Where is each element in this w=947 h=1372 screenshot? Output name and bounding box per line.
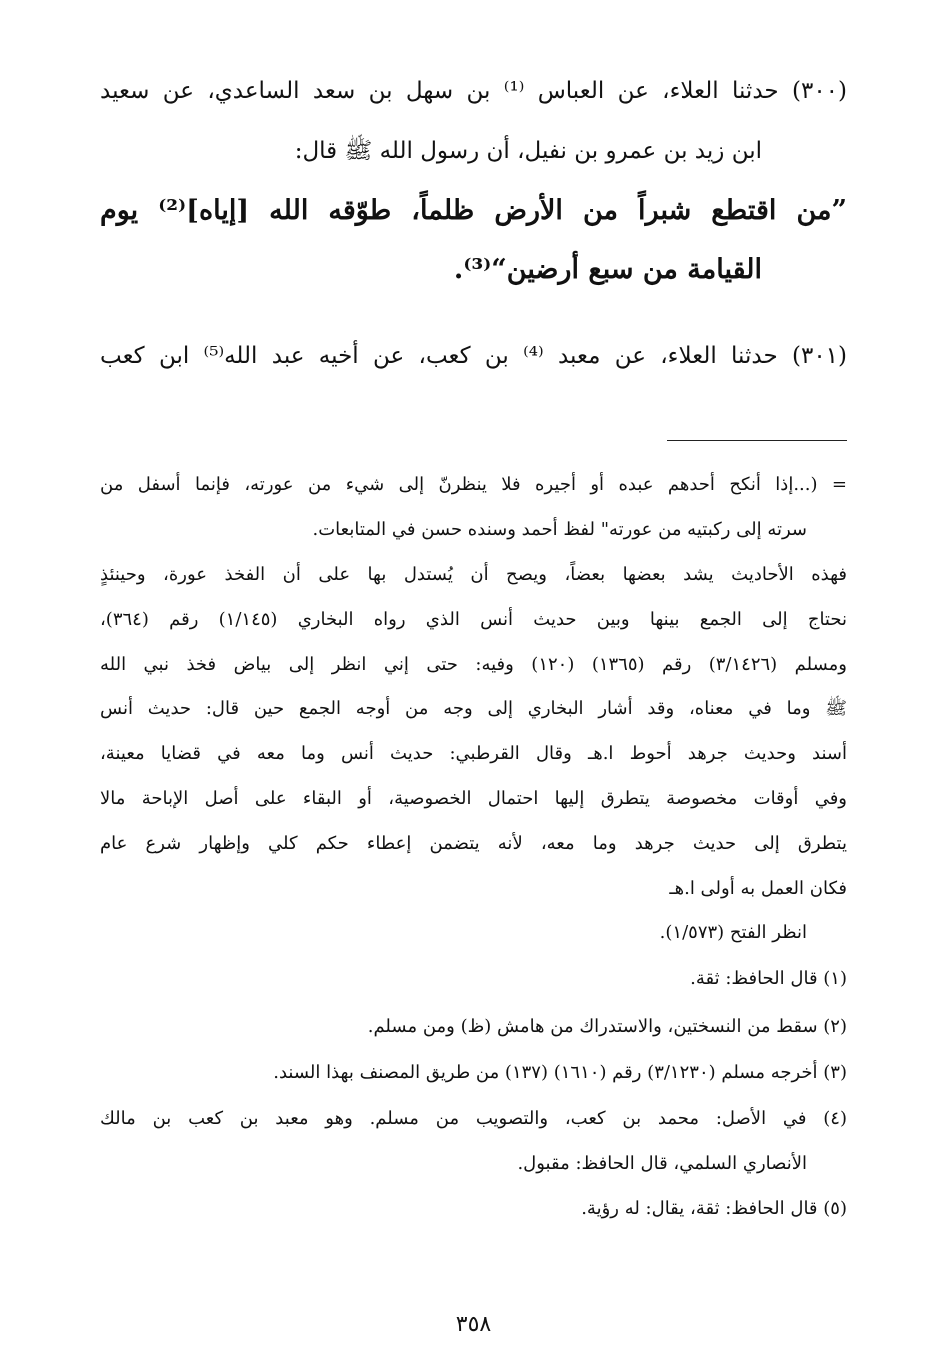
footnote-4-line-1: (٤) في الأصل: محمد بن كعب، والتصويب من مسلم. وهو معبد بن كعب بن مالك (100, 1108, 847, 1129)
footnote-continued-line-1: = (...إذا أنكح أحدهم عبده أو أجيره فلا ينظرنّ إلى شيء من عورته، فإنما أسفل من (100, 474, 847, 495)
footnote-continued-line-2: سرته إلى ركبتيه من عورته" لفظ أحمد وسنده حسن في المتابعات. (312, 519, 807, 540)
hadith-300-isnad-line-1: (٣٠٠) حدثنا العلاء، عن العباس ⁽¹⁾ بن سهل بن سعد الساعدي، عن سعيد (100, 78, 848, 104)
footnote-continued-line-3: فهذه الأحاديث يشد بعضها بعضاً، ويصح أن يُستدل بها على أن الفخذ عورة، وحينئذٍ (100, 564, 847, 585)
page-number: ٣٥٨ (455, 1312, 492, 1337)
footnote-continued-line-11: انظر الفتح (١/٥٧٣). (659, 922, 807, 943)
footnote-continued-line-6: ﷺ وما في معناه، وقد أشار البخاري إلى وجه من أوجه الجمع حين قال: حديث أنس (100, 698, 847, 719)
hadith-300-matn-line-2: القيامة من سبع أرضين“⁽³⁾. (453, 254, 762, 285)
hadith-300-isnad-line-2: ابن زيد بن عمرو بن نفيل، أن رسول الله ﷺ قال: (294, 138, 762, 164)
footnote-continued-line-7: أسند وحديث جرهد أحوط ا.هـ وقال القرطبي: حديث أنس وما معه في قضايا معينة، (100, 743, 847, 764)
footnote-separator (667, 440, 847, 441)
footnote-continued-line-9: يتطرق إلى حديث جرهد وما معه، لأنه يتضمن إعطاء حكم كلي وإظهار شرع عام (100, 833, 847, 854)
footnote-4-line-2: الأنصاري السلمي، قال الحافظ: مقبول. (517, 1153, 807, 1174)
footnote-continued-line-10: فكان العمل به أولى ا.هـ (669, 878, 847, 899)
footnote-1: (١) قال الحافظ: ثقة. (690, 968, 847, 989)
footnote-5: (٥) قال الحافظ: ثقة، يقال: له رؤية. (581, 1198, 847, 1219)
footnote-continued-line-4: نحتاج إلى الجمع بينها وبين حديث أنس الذي رواه البخاري (١/١٤٥) رقم (٣٦٤)، (100, 609, 847, 630)
hadith-300-matn-line-1: ”من اقتطع شبراً من الأرض ظلماً، طوّقه الله [إياه]⁽²⁾ يوم (100, 195, 847, 226)
hadith-301-isnad-line-1: (٣٠١) حدثنا العلاء، عن معبد ⁽⁴⁾ بن كعب، عن أخيه عبد الله⁽⁵⁾ ابن كعب (100, 343, 848, 369)
footnote-2: (٢) سقط من النسختين، والاستدراك من هامش (ظ) ومن مسلم. (367, 1016, 847, 1037)
footnote-continued-line-5: ومسلم (٣/١٤٢٦) رقم (١٣٦٥) (١٢٠) وفيه: حتى إني انظر إلى بياض فخذ نبي الله (100, 654, 847, 675)
footnote-3: (٣) أخرجه مسلم (٣/١٢٣٠) رقم (١٦١٠) (١٣٧) من طريق المصنف بهذا السند. (273, 1062, 847, 1083)
footnote-continued-line-8: وفي أوقات مخصوصة يتطرق إليها احتمال الخصوصية، أو البقاء على أصل الإباحة مالا (100, 788, 847, 809)
